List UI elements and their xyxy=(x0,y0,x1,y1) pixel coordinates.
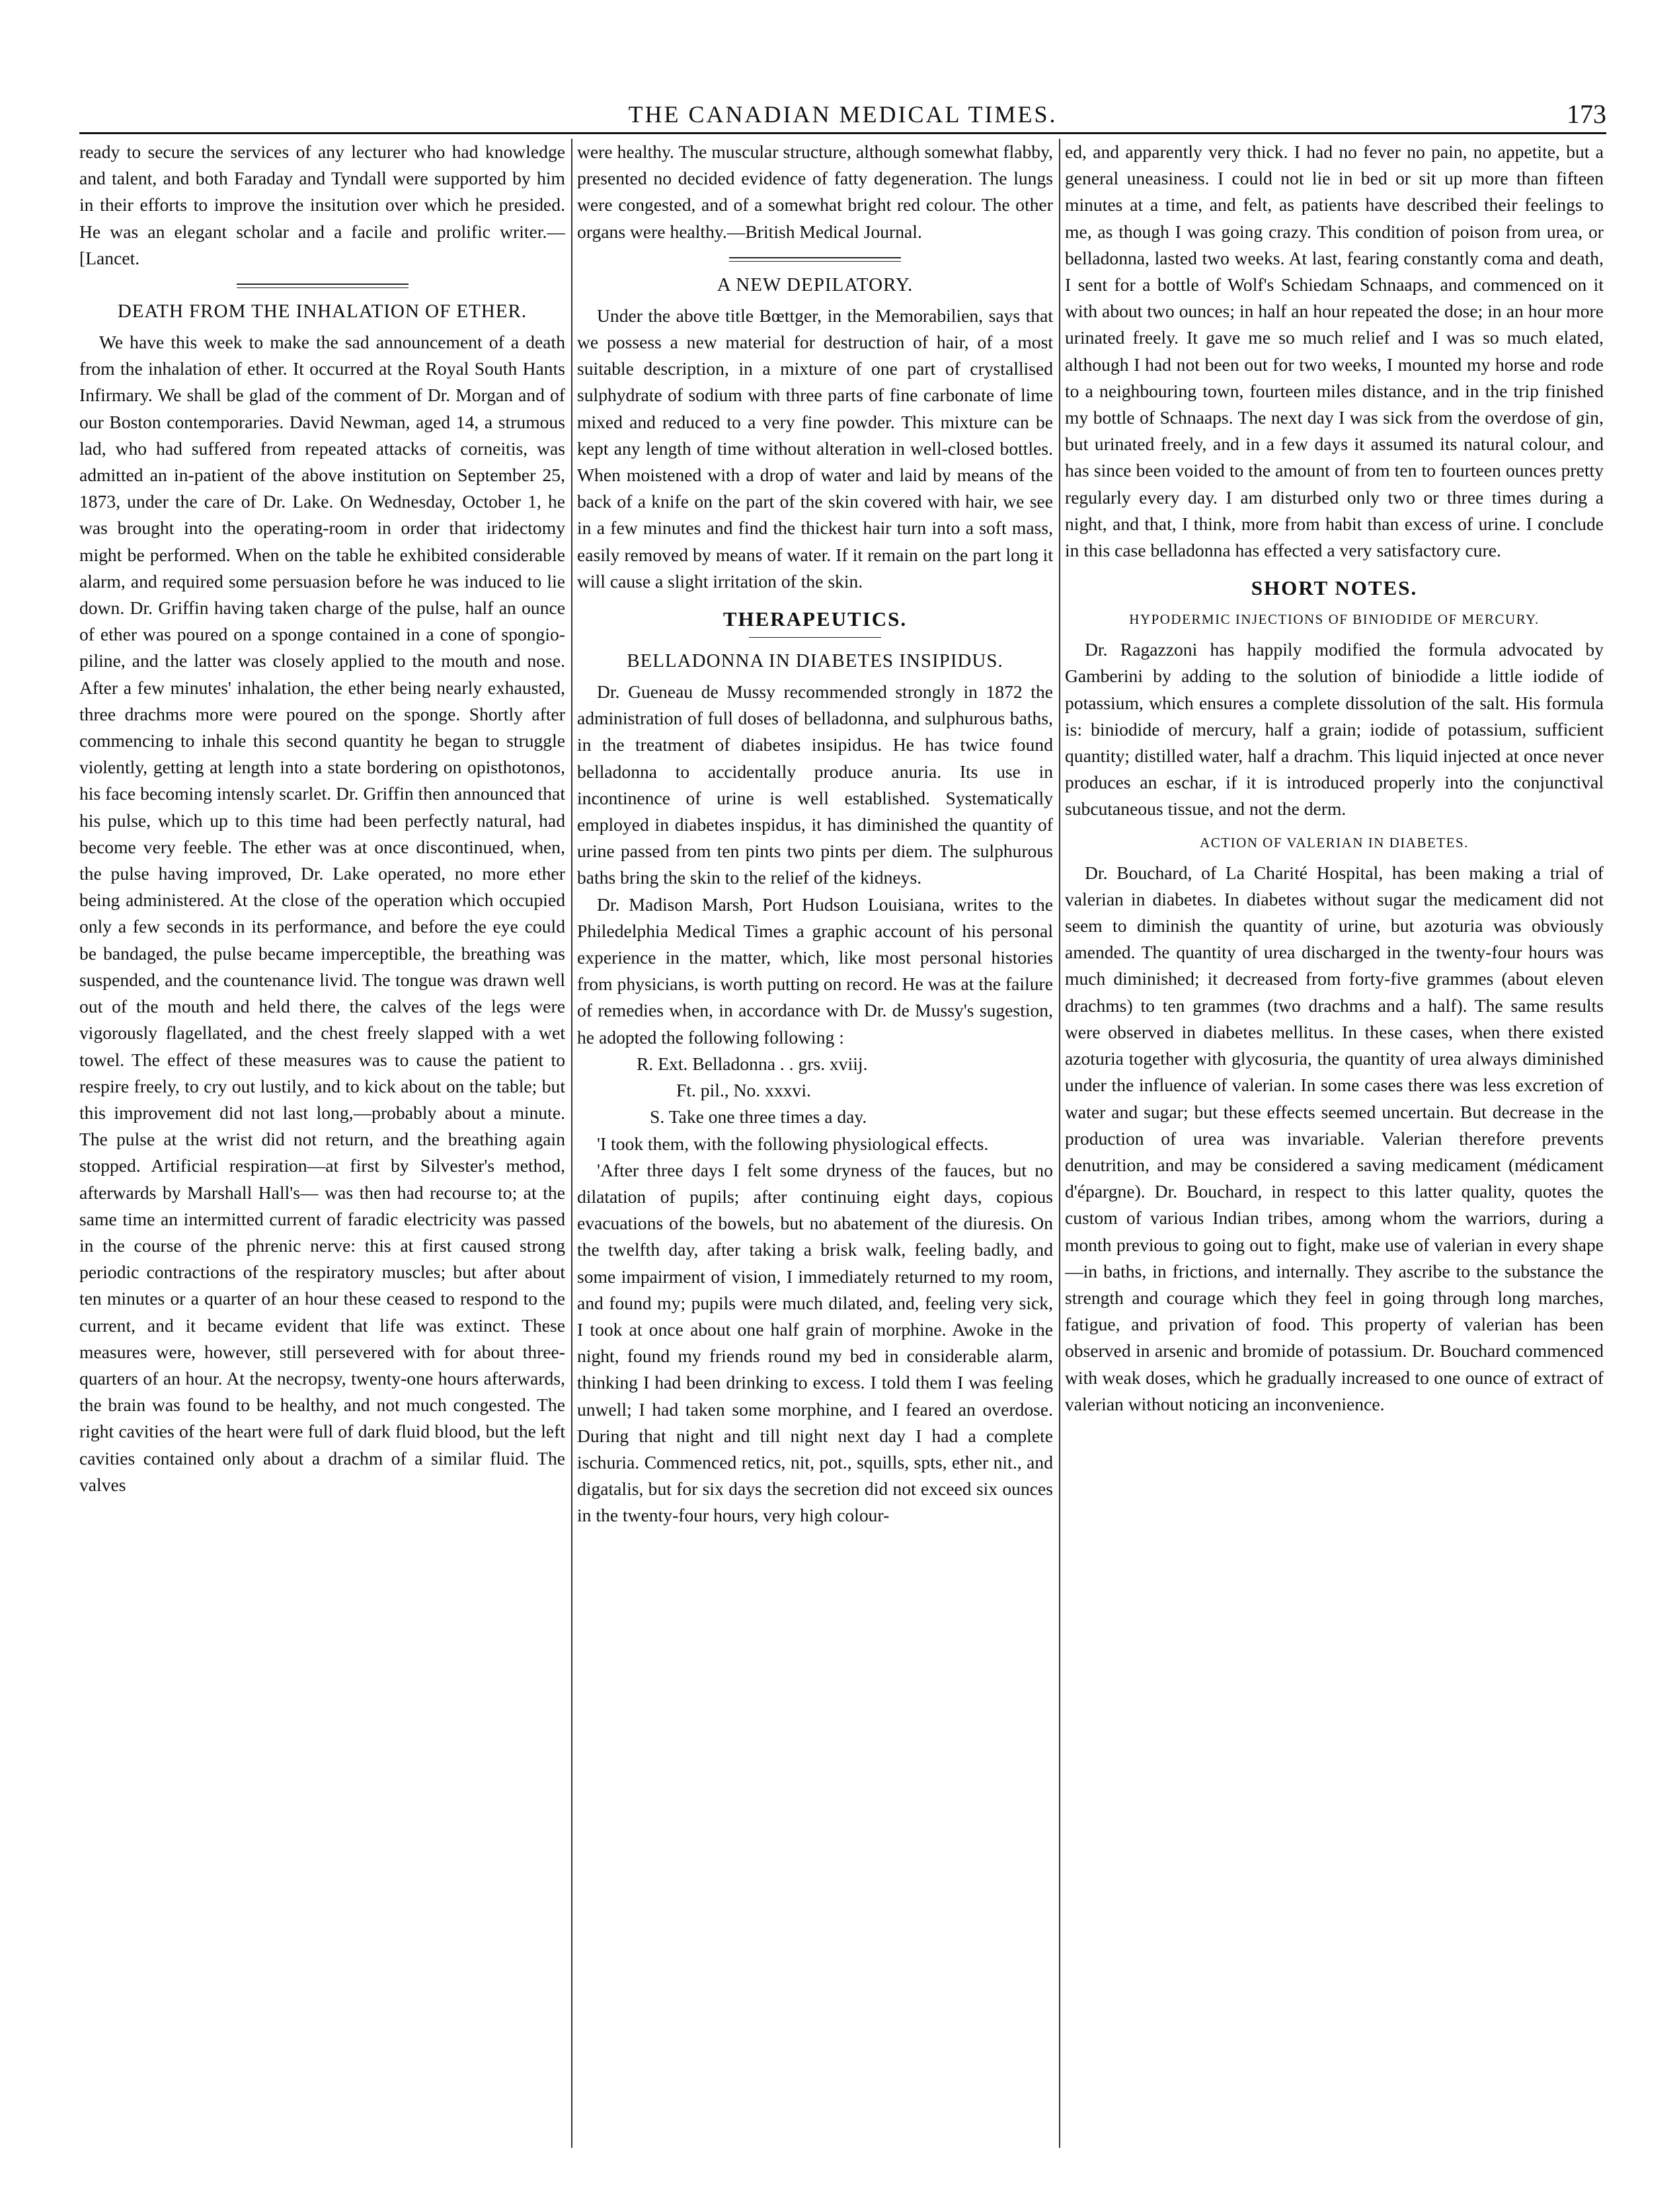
article-paragraph: We have this week to make the sad announcement of a death from the inhalation of ether. It occurred at the Royal South Hants Infirmary. We shall be glad of the comment of Dr. Morgan and of our Boston contemporaries. David Newman, aged 14, a strumous lad, who had suffered from repeated attacks of corneitis, was admitted an in-patient of the above institution on September 25, 1873, under the care of Dr. Lake. On Wednesday, October 1, he was brought into the operating-room in order that iridectomy might be performed. When on the table he exhibited considerable alarm, and required some persuasion before he was induced to lie down. Dr. Griffin having taken charge of the pulse, half an ounce of ether was poured on a sponge contained in a cone of spongio-piline, and the latter was closely applied to the mouth and nose. After a few minutes' inhalation, the ether being nearly exhausted, three drachms more were poured on the sponge. Shortly after commencing to inhale this second quantity he began to struggle violently, getting at length into a state bordering on opisthotonos, his face becoming intensly scarlet. Dr. Griffin then announced that his pulse, which up to this time had been perfectly natural, had become very feeble. The ether was at once discontinued, when, the pulse having improved, Dr. Lake operated, no more ether being administered. At the close of the operation which occupied only a few seconds in its performance, and before the eye could be bandaged, the pulse became imperceptible, the breathing was suspended, and the countenance livid. The tongue was drawn well out of the mouth and held there, the calves of the legs were vigorously flagellated, and the chest freely slapped with a wet towel. The effect of these measures was to cause the patient to respire freely, to cry out lustily, and to kick about on the table; but this improvement did not last long,—probably about a minute. The pulse at the wrist did not return, and the breathing again stopped. Artificial respiration—at first by Silvester's method, afterwards by Marshall Hall's— was then had recourse to; at the same time an intermitted current of faradic electricity was passed in the course of the phrenic nerve: this at first caused strong periodic contractions of the respiratory muscles; but after about ten minutes or a quarter of an hour these ceased to respond to the current, and it became evident that life was extinct. These measures were, however, still persevered with for about three-quarters of an hour. At the necropsy, twenty-one hours afterwards, the brain was found to be healthy, and not much congested. The right cavities of the heart were full of dark fluid blood, but the left cavities contained only about a drachm of a similar fluid. The valves xyxy=(79,332,565,1495)
column-1 xyxy=(79,139,565,2146)
journal-title: THE CANADIAN MEDICAL TIMES. xyxy=(628,101,1058,128)
page-number: 173 xyxy=(1567,99,1606,129)
article-paragraph: Dr. Madison Marsh, Port Hudson Louisiana, writes to the Philedelphia Medical Times a graphic account of his personal experience in the matter, which, like most personal histories from physicians, is worth putting on record. He was at the failure of remedies when, in accordance with Dr. de Mussy's sugestion, he adopted the following following : xyxy=(577,894,1053,1048)
prescription-line: Ft. pil., No. xxxvi. xyxy=(676,1080,811,1101)
section-title-short-notes: SHORT NOTES. xyxy=(1251,576,1418,600)
section-divider xyxy=(749,637,881,638)
continued-paragraph: were healthy. The muscular structure, although somewhat flabby, presented no decided evidence of fatty degeneration. The lungs were congested, and of a somewhat bright red colour. The other organs were healthy.—British Medical Journal. xyxy=(577,141,1053,242)
column-2 xyxy=(577,139,1053,2146)
note-title-valerian: ACTION OF VALERIAN IN DIABETES. xyxy=(1200,834,1469,851)
continued-paragraph: ready to secure the services of any lecturer who had knowledge and talent, and both Faraday and Tyndall were supported by him in their efforts to improve the insitution over which he presided. He was an elegant scholar and a facile and prolific writer.—[Lancet. xyxy=(79,141,565,268)
section-divider xyxy=(729,261,901,262)
section-divider xyxy=(729,257,901,258)
article-paragraph: Under the above title Bœttger, in the Memorabilien, says that we possess a new material for destruction of hair, of a most suitable description, in a mixture of one part of crystallised sulphydrate of sodium with three parts of fine carbonate of lime mixed and reduced to a very fine powder. This mixture can be kept any length of time without alteration in well-closed bottles. When moistened with a drop of water and laid by means of the back of a knife on the part of the skin covered with hair, we see in a few minutes and find the thickest hair turn into a soft mass, easily removed by means of water. If it remain on the part long it will cause a slight irritation of the skin. xyxy=(577,305,1053,591)
continued-paragraph: ed, and apparently very thick. I had no fever no pain, no appetite, but a general uneasiness. I could not lie in bed or sit up more than fifteen minutes at a time, and felt, as patients have described their feelings to me, as though I was going crazy. This condition of poison from urea, or belladonna, lasted two weeks. At last, fearing constantly coma and death, I sent for a bottle of Wolf's Schiedam Schnaaps, and commenced on it with about two ounces; in half an hour repeated the dose; in an hour more urinated freely. It gave me so much relief and I was so much elated, although I had not been out for two weeks, I mounted my horse and rode to a neighbouring town, fourteen miles distance, and in the trip finished my bottle of Schnaaps. The next day I was sick from the overdose of gin, but urinated freely, and in a few days it assumed its natural colour, and has since been voided to the amount of from ten to fourteen ounces pretty regularly every day. I am disturbed only two or three times during a night, and that, I think, more from habit than excess of urine. I conclude in this case belladonna has effected a very satisfactory cure. xyxy=(1065,141,1604,561)
column-rule-1 xyxy=(571,139,572,2148)
article-title-belladonna: BELLADONNA IN DIABETES INSIPIDUS. xyxy=(627,650,1003,672)
article-paragraph: Dr. Gueneau de Mussy recommended strongly in 1872 the administration of full doses of belladonna, and sulphurous baths, in the treatment of diabetes insipidus. He has twice found belladonna to accidentally produce anuria. Its use in incontinence of urine is well established. Systematically employed in diabetes inspidus, it has diminished the quantity of urine passed from ten pints two pints per diem. The sulphurous baths bring the skin to the relief of the kidneys. xyxy=(577,681,1053,888)
page-header xyxy=(79,99,1606,134)
section-title-therapeutics: THERAPEUTICS. xyxy=(722,607,908,631)
section-divider xyxy=(237,287,409,288)
note-title-biniodide: HYPODERMIC INJECTIONS OF BINIODIDE OF MERCURY. xyxy=(1129,611,1540,628)
article-paragraph: 'I took them, with the following physiological effects. xyxy=(597,1133,989,1154)
article-paragraph: Dr. Bouchard, of La Charité Hospital, has been making a trial of valerian in diabetes. In diabetes without sugar the medicament did not seem to diminish the quantity of urine, but azoturia was obviously amended. The quantity of urea discharged in the twenty-four hours was much diminished; it decreased from forty-five grammes (about eleven drachms) to ten grammes (two drachms and a half). The same results were observed in diabetes mellitus. In these cases, when there existed azoturia together with glycosuria, the quantity of urea always diminished under the influence of valerian. In some cases there was less excretion of water and sugar; but these effects seemed uncertain. But decrease in the production of urea was invariable. Valerian therefore prevents denutrition, and may be considered a saving medicament (médicament d'épargne). Dr. Bouchard, in respect to this latter quality, quotes the custom of various Indian tribes, among whom the warriors, during a month previous to going out to fight, make use of valerian in every shape—in baths, in frictions, and internally. They ascribe to the substance the strength and courage which they feel in going through long marches, fatigue, and privation of food. This property of valerian has been observed in arsenic and bromide of potassium. Dr. Bouchard commenced with weak doses, which he gradually increased to one ounce of extract of valerian without noticing an inconvenience. xyxy=(1065,862,1604,1414)
column-3 xyxy=(1065,139,1604,2146)
prescription-line: S. Take one three times a day. xyxy=(650,1106,867,1127)
article-paragraph: Dr. Ragazzoni has happily modified the formula advocated by Gamberini by adding to the solution of biniodide a little iodide of potassium, which ensures a complete dissolution of the salt. His formula is: biniodide of mercury, half a grain; iodide of potassium, sufficient quantity; distilled water, half a drachm. This liquid injected at once never produces an eschar, if it is introduced properly into the conjunctival subcutaneous tissue, and not the derm. xyxy=(1065,639,1604,820)
article-title-depilatory: A NEW DEPILATORY. xyxy=(717,274,914,295)
section-divider xyxy=(237,284,409,285)
article-paragraph: 'After three days I felt some dryness of the fauces, but no dilatation of pupils; after continuing eight days, copious evacuations of the bowels, but no abatement of the diuresis. On the twelfth day, after taking a brisk walk, feeling badly, and some impairment of vision, I immediately returned to my room, and found my; pupils were much dilated, and, feeling very sick, I took at once about one half grain of morphine. Awoke in the night, found my friends round my bed in considerable alarm, thinking I had been drinking to excess. I told them I was feeling unwell; I had taken some morphine, and I feared an overdose. During that night and till night next day I had a complete ischuria. Commenced retics, nit, pot., squills, spts, ether nit., and digatalis, but for six days the secretion did not exceed six ounces in the twenty-four hours, very high colour- xyxy=(577,1159,1053,1526)
column-rule-2 xyxy=(1059,139,1060,2148)
prescription-line: R. Ext. Belladonna . . grs. xviij. xyxy=(637,1053,868,1074)
article-title-ether: DEATH FROM THE INHALATION OF ETHER. xyxy=(117,301,527,323)
